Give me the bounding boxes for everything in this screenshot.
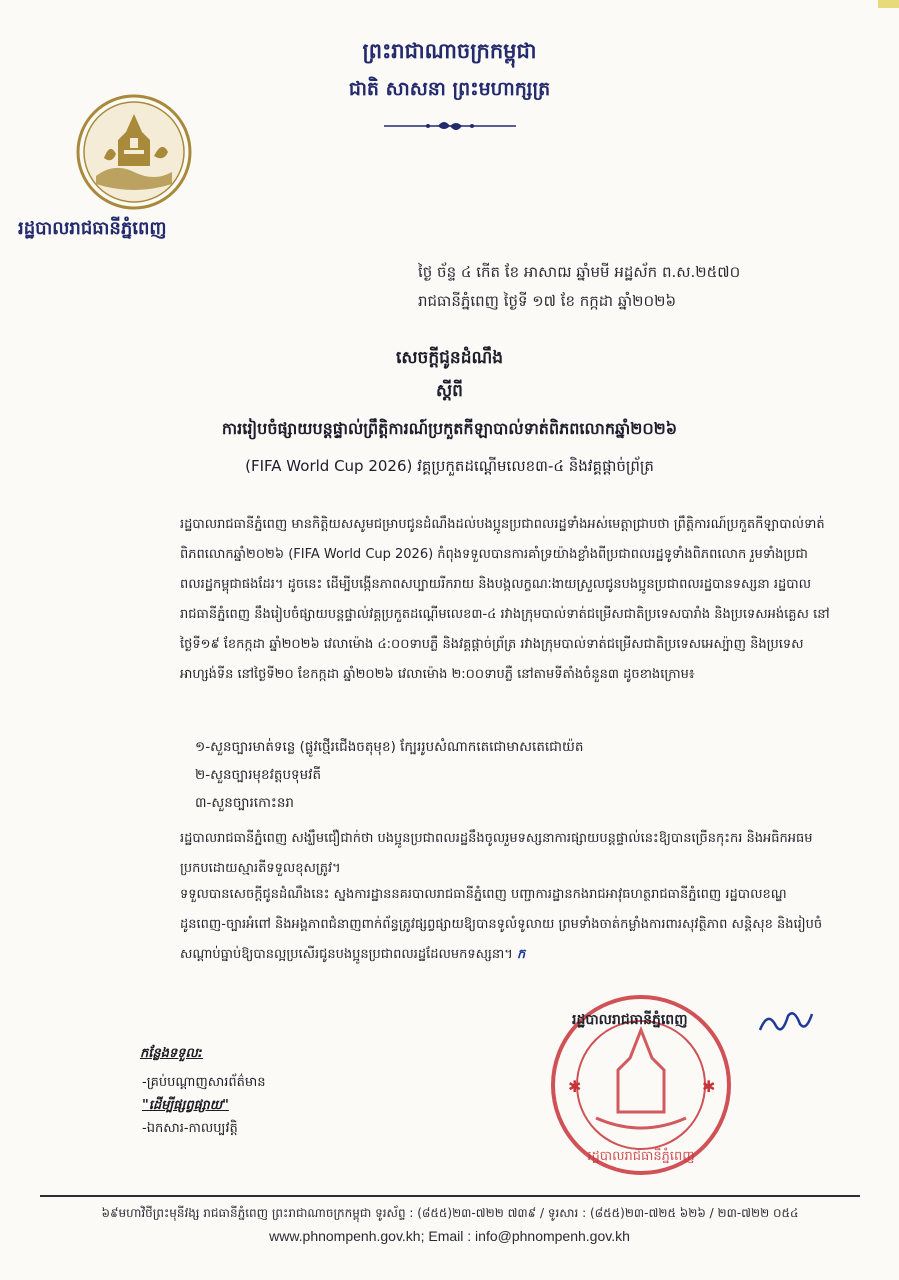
- location-item: ៣-សួនច្បារកោះនរា: [195, 795, 295, 811]
- subject-subtitle: (FIFA World Cup 2026) វគ្គប្រកួតដណ្តើមលេខ៣-៤ និងវគ្គផ្តាច់ព្រ័ត្រ: [245, 457, 654, 475]
- svg-text:✱: ✱: [702, 1077, 716, 1096]
- corner-tab: [878, 0, 899, 8]
- location-item: ១-សួនច្បារមាត់ទន្លេ (ផ្លូវថ្មើរជើងចតុមុខ) ក្បែររូបសំណាកតេជោមាសតេជោយ៉ត: [195, 739, 584, 755]
- recipient-item: -ឯកសារ-កាលប្បវត្តិ: [142, 1121, 238, 1136]
- kingdom-heading: ព្រះរាជាណាចក្រកម្ពុជា: [362, 39, 537, 63]
- lunar-date: ថ្ងៃ ច័ន្ទ ៤ កើត ខែ អាសាឍ ឆ្នាំមមី អដ្ឋស័ក ព.ស.២៥៧០: [418, 263, 741, 281]
- footer-contact: www.phnompenh.gov.kh; Email : info@phnompenh.gov.kh: [269, 1228, 630, 1244]
- initials-mark: ក: [517, 947, 526, 962]
- paragraph-instructions-text: ទទួលបានសេចក្តីជូនដំណឹងនេះ ស្នងការដ្ឋាននគរបាលរាជធានីភ្នំពេញ បញ្ជាការដ្ឋានកងរាជអាវុធហត្ថរាជធានីភ្នំពេញ រដ្ឋបាលខណ្ឌដូនពេញ-ច្បារអំពៅ និងអង្គភាពជំនាញពាក់ព័ន្ធត្រូវផ្សព្វផ្សាយឱ្យបានទូលំទូលាយ ព្រមទាំងចាត់កម្លាំងការពារសុវត្ថិភាព សន្តិសុខ និងរៀបចំសណ្តាប់ធ្នាប់ឱ្យបានល្អប្រសើរជូនបងប្អូនប្រជាពលរដ្ឋដែលមកទស្សនា។: [180, 887, 823, 962]
- phnom-penh-emblem-icon: [74, 92, 194, 212]
- signatory-name: រដ្ឋបាលរាជធានីភ្នំពេញ: [572, 1012, 688, 1028]
- issuer-name: រដ្ឋបាលរាជធានីភ្នំពេញ: [18, 218, 167, 239]
- subject-title: ការរៀបចំផ្សាយបន្តផ្ទាល់ព្រឹត្តិការណ៍ប្រកួតកីឡាបាល់ទាត់ពិភពលោកឆ្នាំ២០២៦: [221, 419, 678, 438]
- subject-label: ស្តីពី: [436, 381, 463, 401]
- paragraph-announcement: រដ្ឋបាលរាជធានីភ្នំពេញ មានកិត្តិយសសូមជម្រាបជូនដំណឹងដល់បងប្អូនប្រជាពលរដ្ឋទាំងអស់មេត្តាជ្រាបថា ព្រឹត្តិការណ៍ប្រកួតកីឡាបាល់ទាត់ពិភពលោកឆ្នាំ២០២៦ (FIFA World Cup 2026) កំពុងទទួលបានការគាំទ្រយ៉ាងខ្លាំងពីប្រជាពលរដ្ឋទូទាំងពិភពលោក រួមទាំងប្រជាពលរដ្ឋកម្ពុជាផងដែរ។ ដូចនេះ ដើម្បីបង្កើនភាពសប្បាយរីករាយ និងបង្កលក្ខណៈងាយស្រួលជូនបងប្អូនប្រជាពលរដ្ឋបានទស្សនា រដ្ឋបាលរាជធានីភ្នំពេញ នឹងរៀបចំផ្សាយបន្តផ្ទាល់វគ្គប្រកួតដណ្តើមលេខ៣-៤ រវាងក្រុមបាល់ទាត់ជម្រើសជាតិប្រទេសបារាំង និងប្រទេសអង់គ្លេស នៅថ្ងៃទី១៩ ខែកក្កដា ឆ្នាំ២០២៦ វេលាម៉ោង ៤:០០ទាបភ្លឺ និងវគ្គផ្តាច់ព្រ័ត្រ រវាងក្រុមបាល់ទាត់ជម្រើសជាតិប្រទេសអេស្ប៉ាញ និងប្រទេសអាហ្សង់ទីន នៅថ្ងៃទី២០ ខែកក្កដា ឆ្នាំ២០២៦ វេលាម៉ោង ២:០០ទាបភ្លឺ នៅតាមទីតាំងចំនួន៣ ដូចខាងក្រោម៖: [180, 517, 830, 682]
- recipient-item: "ដើម្បីផ្សព្វផ្សាយ": [142, 1098, 229, 1113]
- paragraph-hope: រដ្ឋបាលរាជធានីភ្នំពេញ សង្ឃឹមជឿជាក់ថា បងប្អូនប្រជាពលរដ្ឋនឹងចូលរួមទស្សនាការផ្សាយបន្តផ្ទាល់នេះឱ្យបានច្រើនកុះករ និងអធិកអធម ប្រកបដោយស្មារតីទទួលខុសត្រូវ។: [180, 831, 813, 876]
- national-motto: ជាតិ សាសនា ព្រះមហាក្សត្រ: [348, 78, 551, 100]
- footer-divider: [40, 1195, 860, 1197]
- seal-text: រដ្ឋបាលរាជធានីភ្នំពេញ: [587, 1149, 695, 1164]
- paragraph-instructions: [180, 880, 830, 970]
- recipients-heading: កន្លែងទទួល:: [140, 1046, 203, 1061]
- ornament-divider: [380, 117, 520, 135]
- solar-date: រាជធានីភ្នំពេញ ថ្ងៃទី ១៧ ខែ កក្កដា ឆ្នាំ២០២៦: [418, 292, 677, 310]
- svg-text:✱: ✱: [568, 1077, 582, 1096]
- signature-mark-icon: [756, 1006, 816, 1036]
- document-type: សេចក្តីជូនដំណឹង: [395, 348, 504, 368]
- location-item: ២-សួនច្បារមុខវត្តបទុមវតី: [195, 767, 322, 783]
- recipient-item: -គ្រប់បណ្តាញសារព័ត៌មាន: [142, 1075, 266, 1090]
- footer-address: ៦៩មហាវិថីព្រះមុនីវង្ស រាជធានីភ្នំពេញ ព្រះរាជាណាចក្រកម្ពុជា ទូរស័ព្ទ : (៨៥៥)២៣-៧២២ ៧៣៩ / ទូរសារ : (៨៥៥)២៣-៧២៥ ៦២៦ / ២៣-៧២២ ០៥៤: [101, 1206, 799, 1220]
